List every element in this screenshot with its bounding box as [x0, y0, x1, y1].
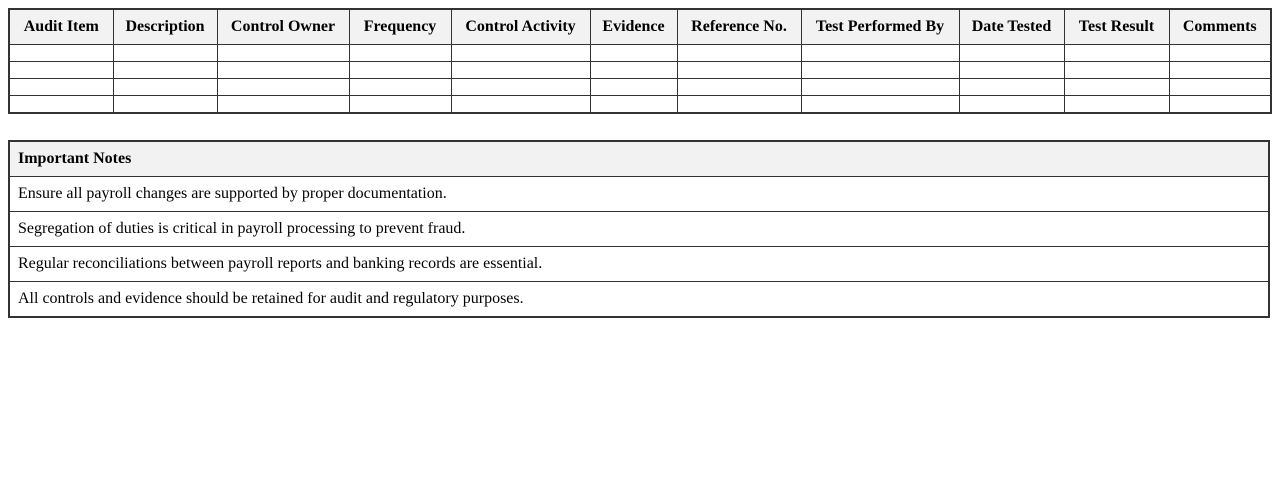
audit-empty-row	[9, 45, 1271, 62]
audit-empty-cell	[1064, 79, 1169, 96]
audit-empty-cell	[1169, 45, 1271, 62]
audit-empty-cell	[451, 79, 590, 96]
audit-empty-cell	[590, 79, 677, 96]
audit-empty-cell	[677, 45, 801, 62]
note-row	[9, 282, 1269, 318]
audit-empty-cell	[590, 62, 677, 79]
notes-table-body	[9, 177, 1269, 318]
audit-empty-cell	[113, 45, 217, 62]
audit-empty-cell	[9, 96, 113, 114]
audit-empty-cell	[959, 45, 1064, 62]
note-text: Regular reconciliations between payroll reports and banking records are essential.	[9, 247, 1269, 282]
column-header-frequency: Frequency	[349, 9, 451, 45]
audit-empty-cell	[451, 45, 590, 62]
audit-empty-cell	[9, 62, 113, 79]
audit-empty-cell	[217, 62, 349, 79]
note-text: All controls and evidence should be retained for audit and regulatory purposes.	[9, 282, 1269, 318]
audit-empty-cell	[801, 45, 959, 62]
column-header-test-result: Test Result	[1064, 9, 1169, 45]
audit-empty-cell	[959, 96, 1064, 114]
audit-empty-cell	[217, 79, 349, 96]
note-row	[9, 247, 1269, 282]
audit-empty-cell	[1169, 96, 1271, 114]
note-row	[9, 177, 1269, 212]
audit-empty-row	[9, 96, 1271, 114]
audit-empty-cell	[451, 62, 590, 79]
audit-empty-cell	[451, 96, 590, 114]
audit-empty-cell	[677, 96, 801, 114]
audit-empty-cell	[217, 45, 349, 62]
column-header-control-owner: Control Owner	[217, 9, 349, 45]
audit-empty-cell	[590, 45, 677, 62]
audit-header-row	[9, 9, 1271, 45]
notes-header: Important Notes	[9, 141, 1269, 177]
audit-empty-cell	[113, 79, 217, 96]
column-header-audit-item: Audit Item	[9, 9, 113, 45]
audit-empty-cell	[1169, 79, 1271, 96]
audit-empty-cell	[113, 96, 217, 114]
notes-header-row	[9, 141, 1269, 177]
note-row	[9, 212, 1269, 247]
audit-empty-cell	[1064, 96, 1169, 114]
audit-empty-cell	[677, 79, 801, 96]
column-header-control-activity: Control Activity	[451, 9, 590, 45]
audit-empty-cell	[349, 45, 451, 62]
important-notes-table	[8, 140, 1270, 318]
column-header-date-tested: Date Tested	[959, 9, 1064, 45]
audit-empty-cell	[1064, 62, 1169, 79]
audit-empty-row	[9, 62, 1271, 79]
audit-empty-cell	[801, 79, 959, 96]
audit-empty-cell	[590, 96, 677, 114]
audit-empty-cell	[217, 96, 349, 114]
audit-empty-cell	[349, 96, 451, 114]
audit-empty-cell	[349, 62, 451, 79]
audit-empty-cell	[9, 45, 113, 62]
audit-empty-cell	[9, 79, 113, 96]
note-text: Ensure all payroll changes are supported by proper documentation.	[9, 177, 1269, 212]
audit-empty-cell	[801, 62, 959, 79]
column-header-description: Description	[113, 9, 217, 45]
column-header-comments: Comments	[1169, 9, 1271, 45]
audit-empty-cell	[1064, 45, 1169, 62]
audit-checklist-table	[8, 8, 1272, 114]
column-header-reference-no: Reference No.	[677, 9, 801, 45]
audit-empty-cell	[1169, 62, 1271, 79]
audit-empty-row	[9, 79, 1271, 96]
note-text: Segregation of duties is critical in payroll processing to prevent fraud.	[9, 212, 1269, 247]
audit-table-body	[9, 45, 1271, 114]
audit-empty-cell	[959, 62, 1064, 79]
audit-empty-cell	[677, 62, 801, 79]
audit-empty-cell	[349, 79, 451, 96]
column-header-test-performed-by: Test Performed By	[801, 9, 959, 45]
audit-empty-cell	[113, 62, 217, 79]
audit-empty-cell	[959, 79, 1064, 96]
audit-empty-cell	[801, 96, 959, 114]
column-header-evidence: Evidence	[590, 9, 677, 45]
